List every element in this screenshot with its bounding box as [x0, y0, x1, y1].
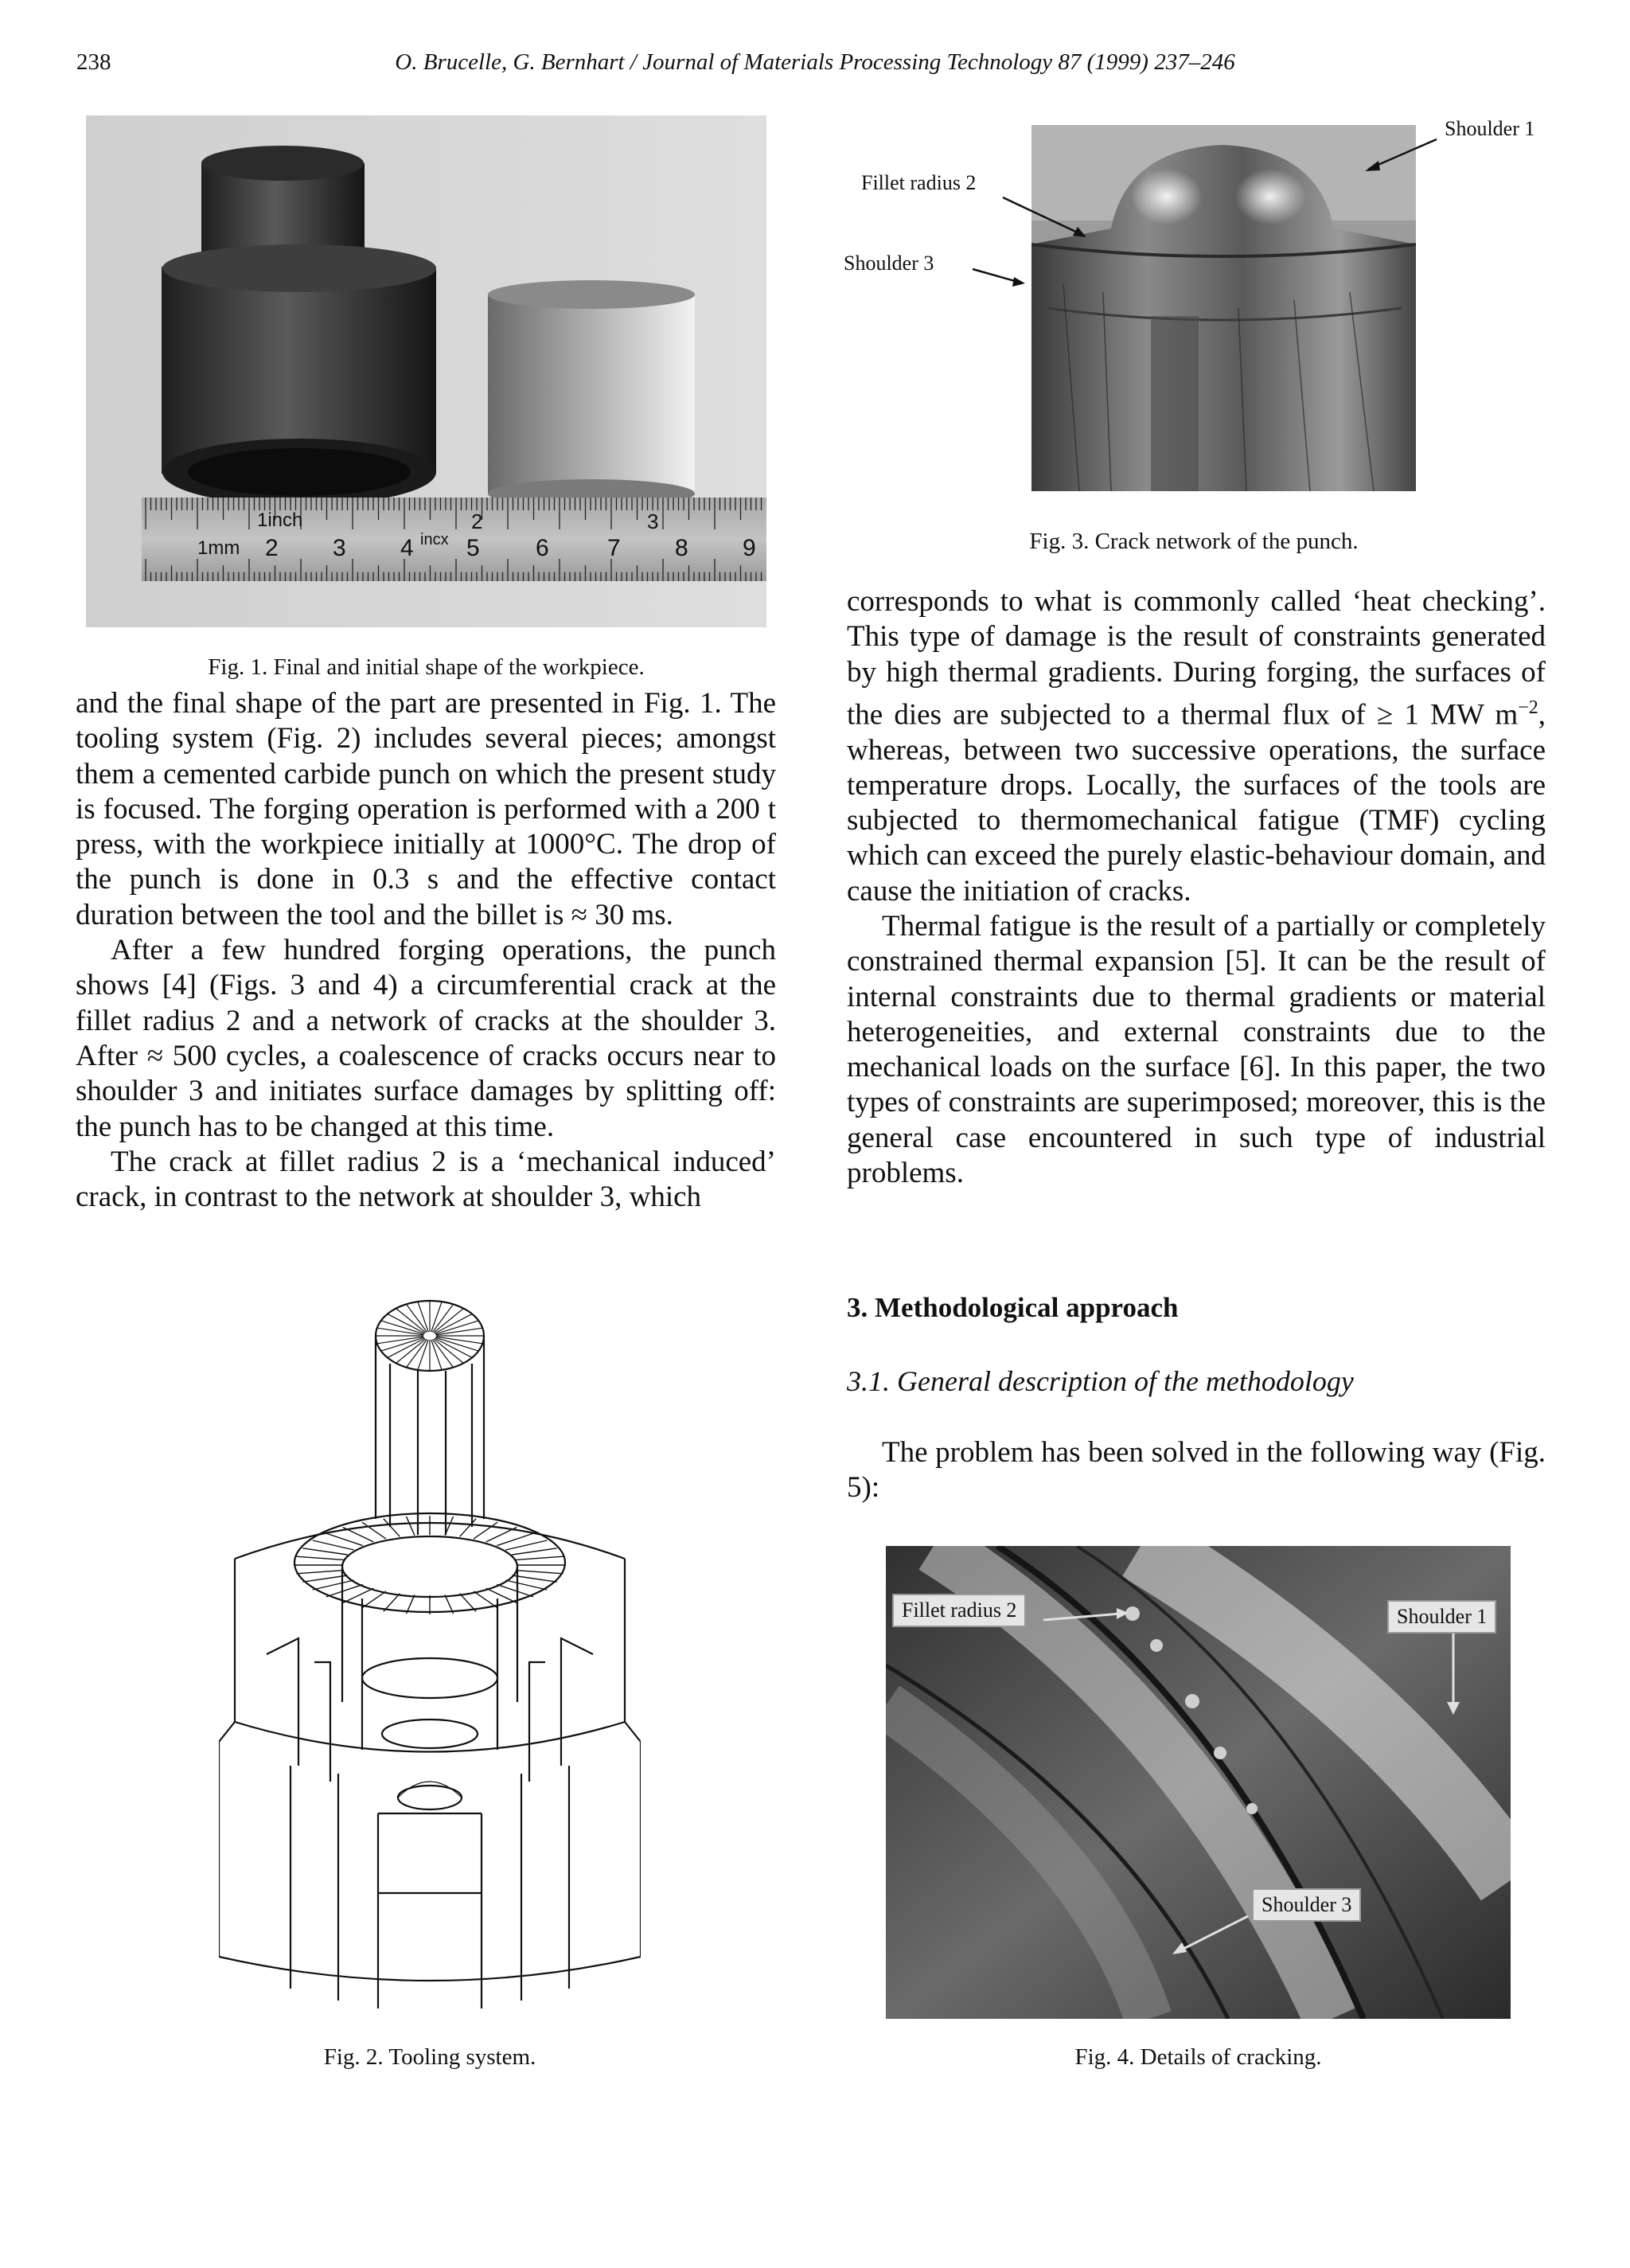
- paragraph-right-3: The problem has been solved in the following way (Fig. 5):: [847, 1436, 1546, 1505]
- ruler-label-8: 8: [675, 535, 688, 561]
- drawing-ray: [512, 1575, 556, 1582]
- drawing-ray: [326, 1533, 363, 1545]
- ruler-label-incx: incx: [420, 531, 449, 548]
- drawing-ray: [516, 1571, 563, 1574]
- section-heading: 3. Methodological approach: [847, 1292, 1179, 1323]
- drawing-ray: [313, 1540, 354, 1550]
- drawing-ray: [326, 1584, 363, 1596]
- ruler-label-3: 3: [333, 535, 346, 561]
- superscript: −2: [1518, 697, 1538, 718]
- figure-1-photo: [86, 115, 766, 627]
- drawing-ray: [343, 1528, 374, 1542]
- drawing-ray: [297, 1571, 344, 1574]
- ruler-label-9: 9: [743, 535, 756, 561]
- drawing-ray: [486, 1588, 517, 1602]
- drawing-ray: [460, 1594, 477, 1612]
- drawing-ray: [505, 1580, 547, 1590]
- figure-4-photo: [886, 1546, 1511, 2019]
- drawing-ray: [384, 1594, 400, 1612]
- drawing-ray: [362, 1591, 386, 1608]
- paragraph-right-1: corresponds to what is commonly called ‘heat checking’. This type of damage is the result of constraints generated by high thermal gradients. During forging, the surfaces of the dies are subjected to a thermal flux of ≥ 1 MW $m^{-2}$, whereas, between two successive operations, the surface temperature drops. Locally, the surfaces of the tools are subjected to thermomechanical fatigue (TMF) cycling which can exceed the purely elastic-behaviour domain, and cause the initiation of cracks.: [847, 585, 1546, 908]
- figure-2-drawing: [219, 1288, 641, 2012]
- drawing-ray: [406, 1517, 414, 1536]
- paragraph-left-1: and the final shape of the part are presented in Fig. 1. The tooling system (Fig. 2) includes several pieces; amongst them a cemented carbide punch on which the present study is focused. The forging operation is performed with a 200 t press, with the workpiece initially at 1000°C. The drop of the punch is done in 0.3 s and the effective contact duration between the tool and the billet is ≈ 30 ms.: [76, 687, 776, 931]
- ruler-label-5: 5: [466, 535, 480, 561]
- drawing-ray: [343, 1588, 374, 1602]
- right-column-text: [847, 584, 1546, 1191]
- paragraph-left-2: After a few hundred forging operations, the punch shows [4] (Figs. 3 and 4) a circumferential crack at the fillet radius 2 and a network of cracks at the shoulder 3. After ≈ 500 cycles, a coalescence of cracks occurs near to shoulder 3 and initiates surface damages by splitting off: the punch has to be changed at this time.: [76, 934, 776, 1143]
- ruler-label-inch3: 3: [647, 509, 659, 533]
- fig3-label-shoulder1: Shoulder 1: [1445, 117, 1535, 140]
- fig4-label-shoulder1: Shoulder 1: [1387, 1600, 1496, 1634]
- ruler-label-2: 2: [265, 535, 279, 561]
- drawing-ray: [512, 1548, 556, 1555]
- drawing-ray: [384, 1519, 400, 1537]
- fig3-label-fillet2: Fillet radius 2: [861, 171, 977, 194]
- ruler-label-inch2: 2: [471, 509, 483, 533]
- figure-3-arrows: [844, 111, 1449, 295]
- ruler-label-1mm: 1mm: [197, 537, 240, 559]
- drawing-ray: [302, 1548, 347, 1555]
- subsection-heading: 3.1. General description of the methodology: [847, 1365, 1354, 1397]
- right-column-text-2: [847, 1435, 1546, 1506]
- fig4-label-shoulder3: Shoulder 3: [1252, 1888, 1361, 1922]
- drawing-ray: [302, 1575, 347, 1582]
- drawing-ray: [486, 1528, 517, 1542]
- running-header: O. Brucelle, G. Bernhart / Journal of Materials Processing Technology 87 (1999) 237–246: [395, 49, 1235, 75]
- figure-1-caption: Fig. 1. Final and initial shape of the workpiece.: [208, 654, 645, 680]
- paragraph-left-3: The crack at fillet radius 2 is a ‘mechanical induced’ crack, in contrast to the network at shoulder 3, which: [76, 1145, 776, 1214]
- drawing-ray: [474, 1591, 497, 1608]
- figure-3-caption: Fig. 3. Crack network of the punch.: [1029, 529, 1359, 554]
- ruler-label-7: 7: [607, 535, 621, 561]
- drawing-ray: [460, 1519, 477, 1537]
- drawing-ray: [516, 1556, 563, 1559]
- drawing-ray: [497, 1584, 533, 1596]
- fig4-label-fillet2: Fillet radius 2: [892, 1594, 1026, 1627]
- ruler-label-6: 6: [536, 535, 549, 561]
- page-number: 238: [76, 49, 111, 75]
- drawing-ray: [505, 1540, 547, 1550]
- figure-4-caption: Fig. 4. Details of cracking.: [1074, 2044, 1322, 2070]
- drawing-ray: [497, 1533, 533, 1545]
- drawing-ray: [297, 1556, 344, 1559]
- figure-2-caption: Fig. 2. Tooling system.: [323, 2044, 536, 2070]
- drawing-ray: [313, 1580, 354, 1590]
- ruler-label-1inch: 1inch: [257, 509, 303, 531]
- left-column-text: [76, 686, 776, 1215]
- paragraph-right-2: Thermal fatigue is the result of a partially or completely constrained thermal expansion [5]. It can be the result of internal constraints due to thermal gradients or material heterogeneities, and external constraints due to the mechanical loads on the surface [6]. In this paper, the two types of constraints are superimposed; moreover, this is the general case encountered in such type of industrial problems.: [847, 910, 1546, 1190]
- fig3-label-shoulder3: Shoulder 3: [844, 252, 934, 275]
- ruler-label-4: 4: [400, 535, 414, 561]
